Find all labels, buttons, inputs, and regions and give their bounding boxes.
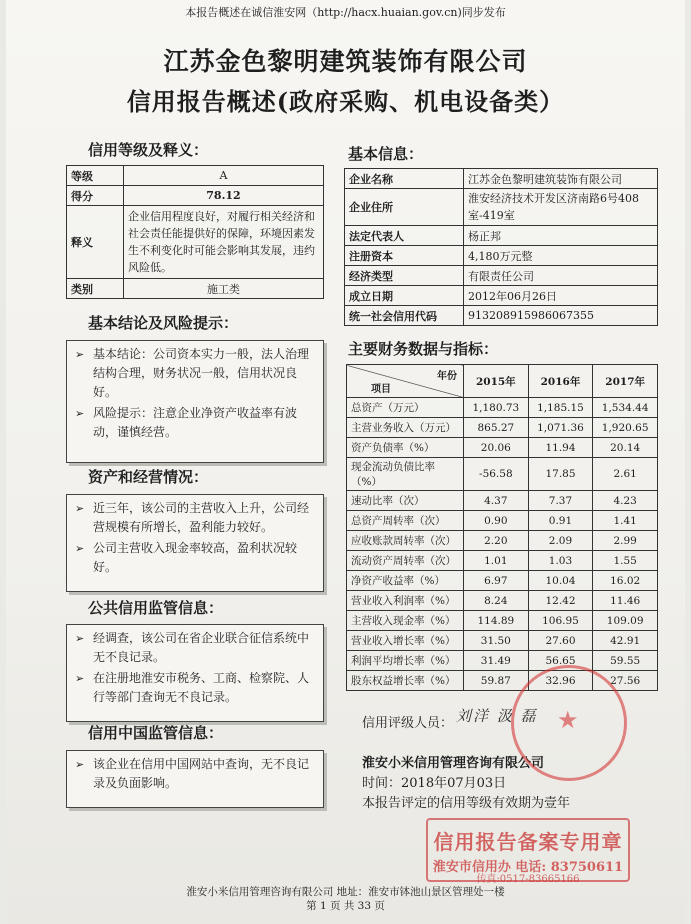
table-row bbox=[345, 286, 658, 306]
list-item: ➢ 经调查，该公司在省企业联合征信系统中无不良记录。 bbox=[75, 629, 315, 667]
finance-value: 56.65 bbox=[528, 651, 593, 671]
agency-name: 淮安小米信用管理咨询有限公司 bbox=[362, 756, 545, 771]
company-name-value: 江苏金色黎明建筑装饰有限公司 bbox=[464, 169, 658, 189]
table-row bbox=[345, 266, 658, 286]
finance-value: 20.14 bbox=[593, 438, 658, 458]
conclusion-box bbox=[66, 340, 324, 463]
list-item: ➢ 基本结论：公司资本实力一般，法人治理结构合理，财务状况一般，信用状况良好。 bbox=[75, 345, 315, 402]
list-item: ➢ 风险提示：注意企业净资产收益率有波动，谨慎经营。 bbox=[75, 404, 315, 442]
score-label: 得分 bbox=[67, 186, 124, 206]
finance-value: 8.24 bbox=[464, 591, 529, 611]
finance-item: 应收账款周转率（次） bbox=[347, 531, 464, 551]
table-row bbox=[347, 458, 658, 491]
rater-label: 信用评级人员： bbox=[362, 716, 454, 731]
header-note: 本报告概述在诚信淮安网（http://hacx.huaian.gov.cn)同步发布 bbox=[185, 6, 506, 19]
finance-item: 总资产（万元） bbox=[347, 398, 464, 418]
list-item: ➢ 该企业在信用中国网站中查询，无不良记录及负面影响。 bbox=[75, 755, 315, 793]
finance-value: 31.50 bbox=[464, 631, 529, 651]
finance-value: 1.55 bbox=[593, 551, 658, 571]
validity-note: 本报告评定的信用等级有效期为壹年 bbox=[362, 796, 571, 811]
finance-value: 4.23 bbox=[593, 491, 658, 511]
table-row bbox=[347, 398, 658, 418]
finance-value: 59.87 bbox=[464, 671, 529, 691]
footer-address: 淮安小米信用管理咨询有限公司 地址：淮安市钵池山景区管理处一楼 bbox=[186, 886, 505, 898]
grade-value: A bbox=[124, 166, 324, 186]
finance-value: 109.09 bbox=[593, 611, 658, 631]
finance-value: 1.41 bbox=[593, 511, 658, 531]
finance-value: 27.56 bbox=[593, 671, 658, 691]
stamp-fax: 传真:0517-83665166 bbox=[476, 874, 580, 885]
conclusion-section-title: 基本结论及风险提示： bbox=[88, 314, 239, 332]
finance-value: 11.46 bbox=[593, 591, 658, 611]
legal-rep-value: 杨正邦 bbox=[464, 226, 658, 246]
econ-type-label: 经济类型 bbox=[345, 266, 464, 286]
table-row bbox=[347, 631, 658, 651]
finance-value: 1.01 bbox=[464, 551, 529, 571]
meaning-label: 释义 bbox=[67, 206, 124, 279]
finance-value: 11.94 bbox=[528, 438, 593, 458]
public-box bbox=[66, 624, 324, 722]
finance-value: 32.96 bbox=[528, 671, 593, 691]
assets-section-title: 资产和经营情况： bbox=[88, 468, 209, 486]
finance-value: 59.55 bbox=[593, 651, 658, 671]
stamp-office: 淮安市信用办 电话: 83750611 bbox=[432, 860, 624, 875]
finance-item: 流动资产周转率（次） bbox=[347, 551, 464, 571]
finance-value: 1,920.65 bbox=[593, 418, 658, 438]
finance-item: 资产负债率（%） bbox=[347, 438, 464, 458]
report-page bbox=[6, 0, 685, 924]
table-row bbox=[347, 418, 658, 438]
table-row bbox=[67, 166, 324, 186]
finance-value: 2.09 bbox=[528, 531, 593, 551]
grade-section-title: 信用等级及释义： bbox=[88, 141, 209, 159]
basic-section-title: 基本信息： bbox=[348, 145, 424, 163]
finance-value: 114.89 bbox=[464, 611, 529, 631]
finance-item: 总资产周转率（次） bbox=[347, 511, 464, 531]
finance-value: 1.03 bbox=[528, 551, 593, 571]
capital-label: 注册资本 bbox=[345, 246, 464, 266]
capital-value: 4,180万元整 bbox=[464, 246, 658, 266]
finance-value: -56.58 bbox=[464, 458, 529, 491]
table-row bbox=[67, 186, 324, 206]
grade-label: 等级 bbox=[67, 166, 124, 186]
finance-item: 净资产收益率（%） bbox=[347, 571, 464, 591]
finance-value: 106.95 bbox=[528, 611, 593, 631]
signature: 刘洋 汲 磊 bbox=[456, 707, 538, 725]
china-section-title: 信用中国监管信息： bbox=[88, 724, 224, 742]
table-row bbox=[345, 189, 658, 226]
finance-item: 主营收入现金率（%） bbox=[347, 611, 464, 631]
finance-section-title: 主要财务数据与指标： bbox=[348, 340, 499, 358]
credit-code-label: 统一社会信用代码 bbox=[345, 306, 464, 326]
table-row bbox=[67, 206, 324, 279]
table-row bbox=[347, 591, 658, 611]
table-row bbox=[347, 611, 658, 631]
finance-value: 7.37 bbox=[528, 491, 593, 511]
finance-value: 2.61 bbox=[593, 458, 658, 491]
rating-date: 时间：2018年07月03日 bbox=[362, 776, 507, 791]
table-row bbox=[67, 279, 324, 299]
finance-item: 现金流动负债比率（%） bbox=[347, 458, 464, 491]
company-seal bbox=[511, 665, 627, 781]
table-row bbox=[345, 306, 658, 326]
company-name-label: 企业名称 bbox=[345, 169, 464, 189]
meaning-value: 企业信用程度良好，对履行相关经济和社会责任能提供好的保障，环境因素发生不利变化时可能会影响其发展，违约风险低。 bbox=[124, 206, 324, 279]
category-value: 施工类 bbox=[124, 279, 324, 299]
table-row bbox=[345, 169, 658, 189]
finance-value: 865.27 bbox=[464, 418, 529, 438]
table-row bbox=[347, 438, 658, 458]
address-label: 企业住所 bbox=[345, 189, 464, 226]
report-title: 信用报告概述(政府采购、机电设备类） bbox=[126, 87, 565, 116]
finance-item: 营业收入增长率（%） bbox=[347, 631, 464, 651]
table-row bbox=[347, 511, 658, 531]
finance-value: 16.02 bbox=[593, 571, 658, 591]
table-row bbox=[347, 551, 658, 571]
finance-value: 0.90 bbox=[464, 511, 529, 531]
finance-item: 速动比率（次） bbox=[347, 491, 464, 511]
filing-stamp bbox=[426, 818, 630, 885]
basic-info-table bbox=[344, 168, 658, 326]
finance-value: 1,534.44 bbox=[593, 398, 658, 418]
table-row bbox=[347, 651, 658, 671]
year-header: 2015年 bbox=[464, 365, 529, 398]
page-number: 第 1 页 共 33 页 bbox=[306, 900, 385, 912]
star-icon: ★ bbox=[557, 706, 579, 734]
finance-value: 6.97 bbox=[464, 571, 529, 591]
founded-label: 成立日期 bbox=[345, 286, 464, 306]
list-item: ➢ 在注册地淮安市税务、工商、检察院、人行等部门查询无不良记录。 bbox=[75, 669, 315, 707]
finance-value: 42.91 bbox=[593, 631, 658, 651]
table-row bbox=[345, 246, 658, 266]
econ-type-value: 有限责任公司 bbox=[464, 266, 658, 286]
finance-value: 12.42 bbox=[528, 591, 593, 611]
year-header: 2017年 bbox=[593, 365, 658, 398]
finance-item: 营业收入利润率（%） bbox=[347, 591, 464, 611]
finance-value: 2.99 bbox=[593, 531, 658, 551]
finance-item: 利润平均增长率（%） bbox=[347, 651, 464, 671]
credit-code-value: 913208915986067355 bbox=[464, 306, 658, 326]
year-header: 2016年 bbox=[528, 365, 593, 398]
finance-value: 17.85 bbox=[528, 458, 593, 491]
founded-value: 2012年06月26日 bbox=[464, 286, 658, 306]
category-label: 类别 bbox=[67, 279, 124, 299]
address-value: 淮安经济技术开发区济南路6号408室-419室 bbox=[464, 189, 658, 226]
corner-top: 年份 bbox=[437, 371, 457, 382]
finance-value: 0.91 bbox=[528, 511, 593, 531]
list-item: ➢ 公司主营收入现金率较高，盈利状况较好。 bbox=[75, 539, 315, 577]
score-value: 78.12 bbox=[124, 186, 324, 206]
finance-value: 2.20 bbox=[464, 531, 529, 551]
list-item: ➢ 近三年，该公司的主营收入上升，公司经营规模有所增长，盈利能力较好。 bbox=[75, 499, 315, 537]
finance-value: 20.06 bbox=[464, 438, 529, 458]
finance-value: 1,180.73 bbox=[464, 398, 529, 418]
finance-value: 31.49 bbox=[464, 651, 529, 671]
finance-value: 1,185.15 bbox=[528, 398, 593, 418]
assets-box bbox=[66, 494, 324, 592]
company-title: 江苏金色黎明建筑装饰有限公司 bbox=[163, 47, 528, 76]
table-row bbox=[347, 531, 658, 551]
finance-value: 1,071.36 bbox=[528, 418, 593, 438]
china-box bbox=[66, 750, 324, 808]
finance-header-row bbox=[347, 365, 658, 398]
stamp-title: 信用报告备案专用章 bbox=[433, 830, 623, 854]
corner-bottom: 项目 bbox=[371, 384, 391, 395]
finance-table bbox=[346, 364, 658, 691]
corner-cell bbox=[347, 365, 464, 398]
grade-table bbox=[66, 165, 324, 299]
finance-value: 4.37 bbox=[464, 491, 529, 511]
table-row bbox=[345, 226, 658, 246]
legal-rep-label: 法定代表人 bbox=[345, 226, 464, 246]
table-row bbox=[347, 491, 658, 511]
finance-item: 主营业务收入（万元） bbox=[347, 418, 464, 438]
table-row bbox=[347, 571, 658, 591]
finance-item: 股东权益增长率（%） bbox=[347, 671, 464, 691]
public-section-title: 公共信用监管信息： bbox=[88, 599, 224, 617]
finance-value: 10.04 bbox=[528, 571, 593, 591]
finance-value: 27.60 bbox=[528, 631, 593, 651]
